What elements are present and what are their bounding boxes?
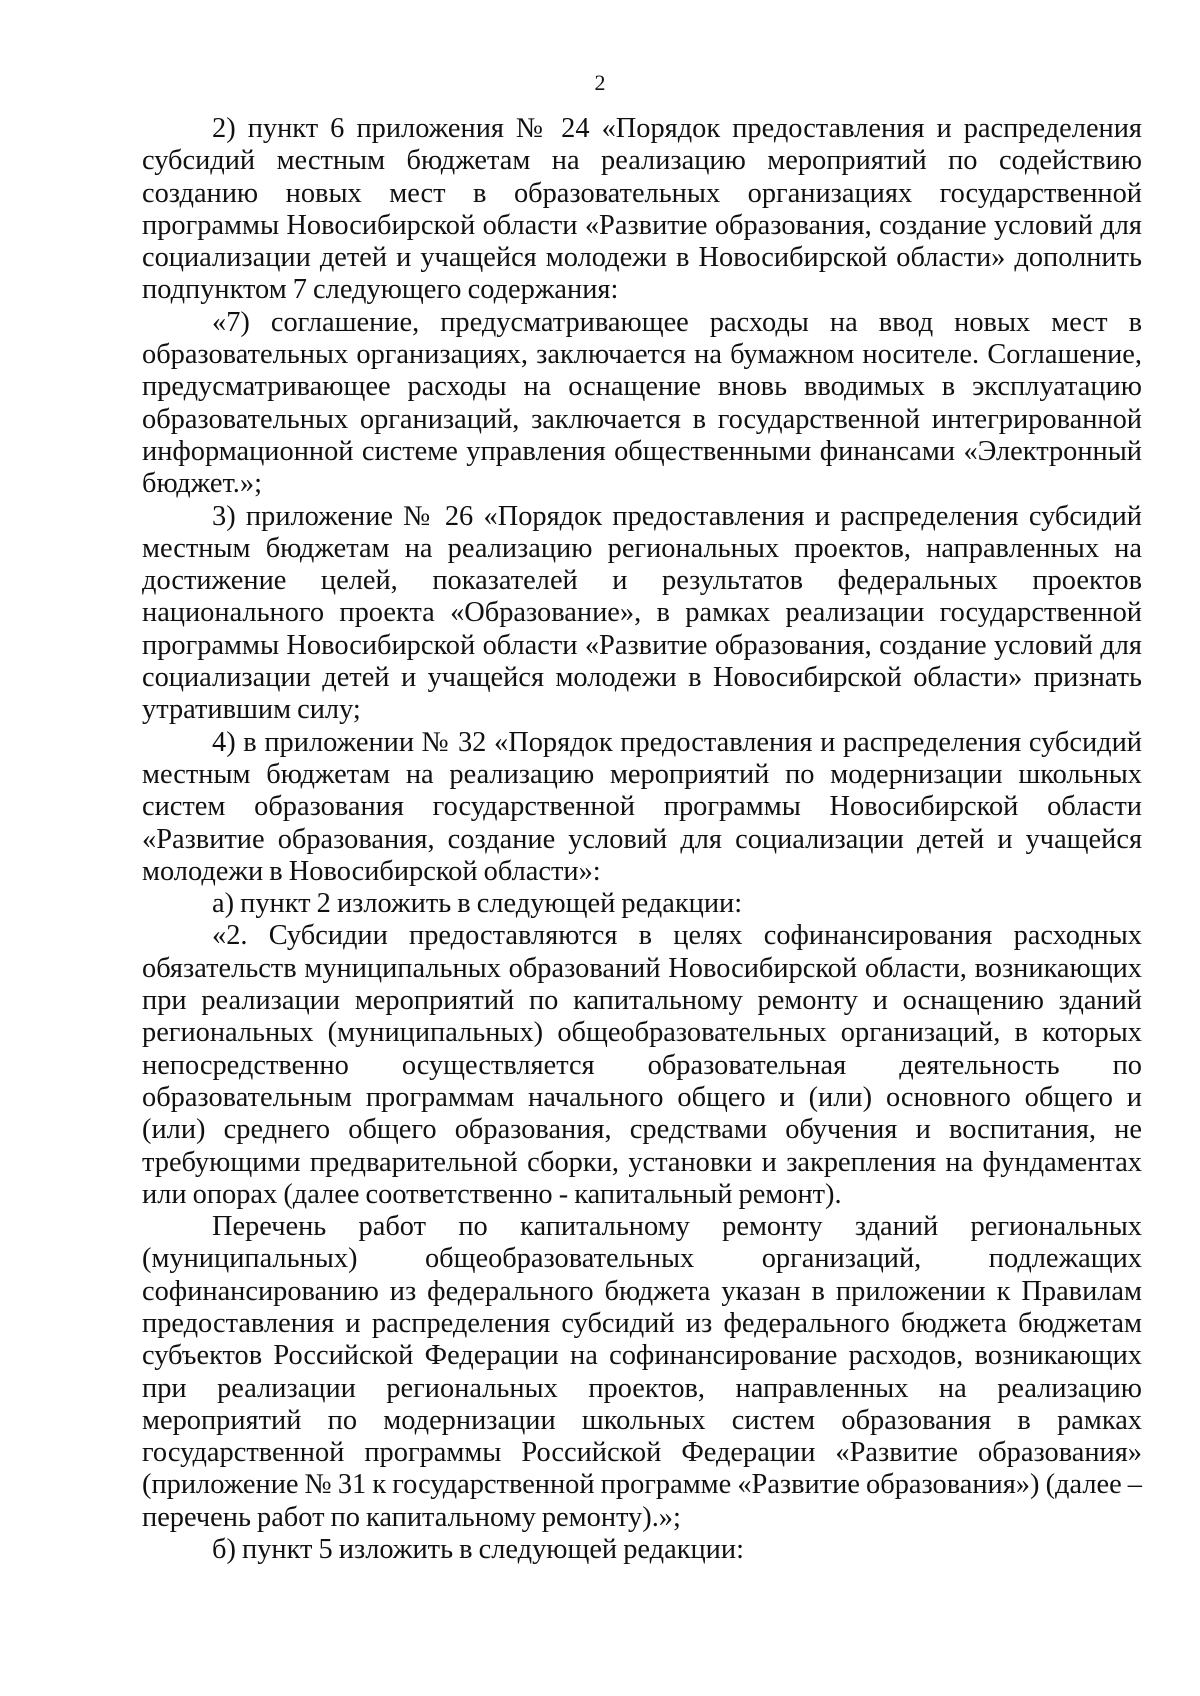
page-number: 2 xyxy=(594,70,606,95)
paragraph-item-2: 2) пункт 6 приложения № 24 «Порядок предоставления и распределения субсидий местным бюджетам на реализацию мероприятий по содействию созданию новых мест в образовательных организациях государственной программы Новосибирской области «Развитие образования, создание условий для социализации детей и учащейся молодежи в Новосибирской области» дополнить подпунктом 7 следующего содержания: xyxy=(142,113,1142,306)
paragraph-item-4: 4) в приложении № 32 «Порядок предоставления и распределения субсидий местным бюджетам на реализацию мероприятий по модернизации школьных систем образования государственной программы Новосибирской области «Развитие образования, создание условий для социализации детей и учащейся молодежи в Новосибирской области»: xyxy=(142,726,1142,887)
paragraph-subitem-a: а) пункт 2 изложить в следующей редакции: xyxy=(212,888,743,920)
paragraph-subitem-b: б) пункт 5 изложить в следующей редакции: xyxy=(212,1534,744,1566)
paragraph-item-3: 3) приложение № 26 «Порядок предоставления и распределения субсидий местным бюджетам на реализацию региональных проектов, направленных на достижение целей, показателей и результатов федеральных проектов национального проекта «Образование», в рамках реализации государственной программы Новосибирской области «Развитие образования, создание условий для социализации детей и учащейся молодежи в Новосибирской области» признать утратившим силу; xyxy=(142,500,1142,726)
document-body xyxy=(142,113,1142,1566)
paragraph-clause-2-quote: «2. Субсидии предоставляются в целях софинансирования расходных обязательств муниципальных образований Новосибирской области, возникающих при реализации мероприятий по капитальному ремонту и оснащению зданий региональных (муниципальных) общеобразовательных организаций, в которых непосредственно осуществляется образовательная деятельность по образовательным программам начального общего и (или) основного общего и (или) среднего общего образования, средствами обучения и воспитания, не требующими предварительной сборки, установки и закрепления на фундаментах или опорах (далее соответственно - капитальный ремонт). xyxy=(142,920,1142,1210)
paragraph-subitem-7-quote: «7) соглашение, предусматривающее расходы на ввод новых мест в образовательных организациях, заключается на бумажном носителе. Соглашение, предусматривающее расходы на оснащение вновь вводимых в эксплуатацию образовательных организаций, заключается в государственной интегрированной информационной системе управления общественными финансами «Электронный бюджет.»; xyxy=(142,306,1142,500)
paragraph-works-list: Перечень работ по капитальному ремонту зданий региональных (муниципальных) общеобразовательных организаций, подлежащих софинансированию из федерального бюджета указан в приложении к Правилам предоставления и распределения субсидий из федерального бюджета бюджетам субъектов Российской Федерации на софинансирование расходов, возникающих при реализации региональных проектов, направленных на реализацию мероприятий по модернизации школьных систем образования в рамках государственной программы Российской Федерации «Развитие образования» (приложение № 31 к государственной программе «Развитие образования») (далее – перечень работ по капитальному ремонту).»; xyxy=(142,1211,1142,1533)
